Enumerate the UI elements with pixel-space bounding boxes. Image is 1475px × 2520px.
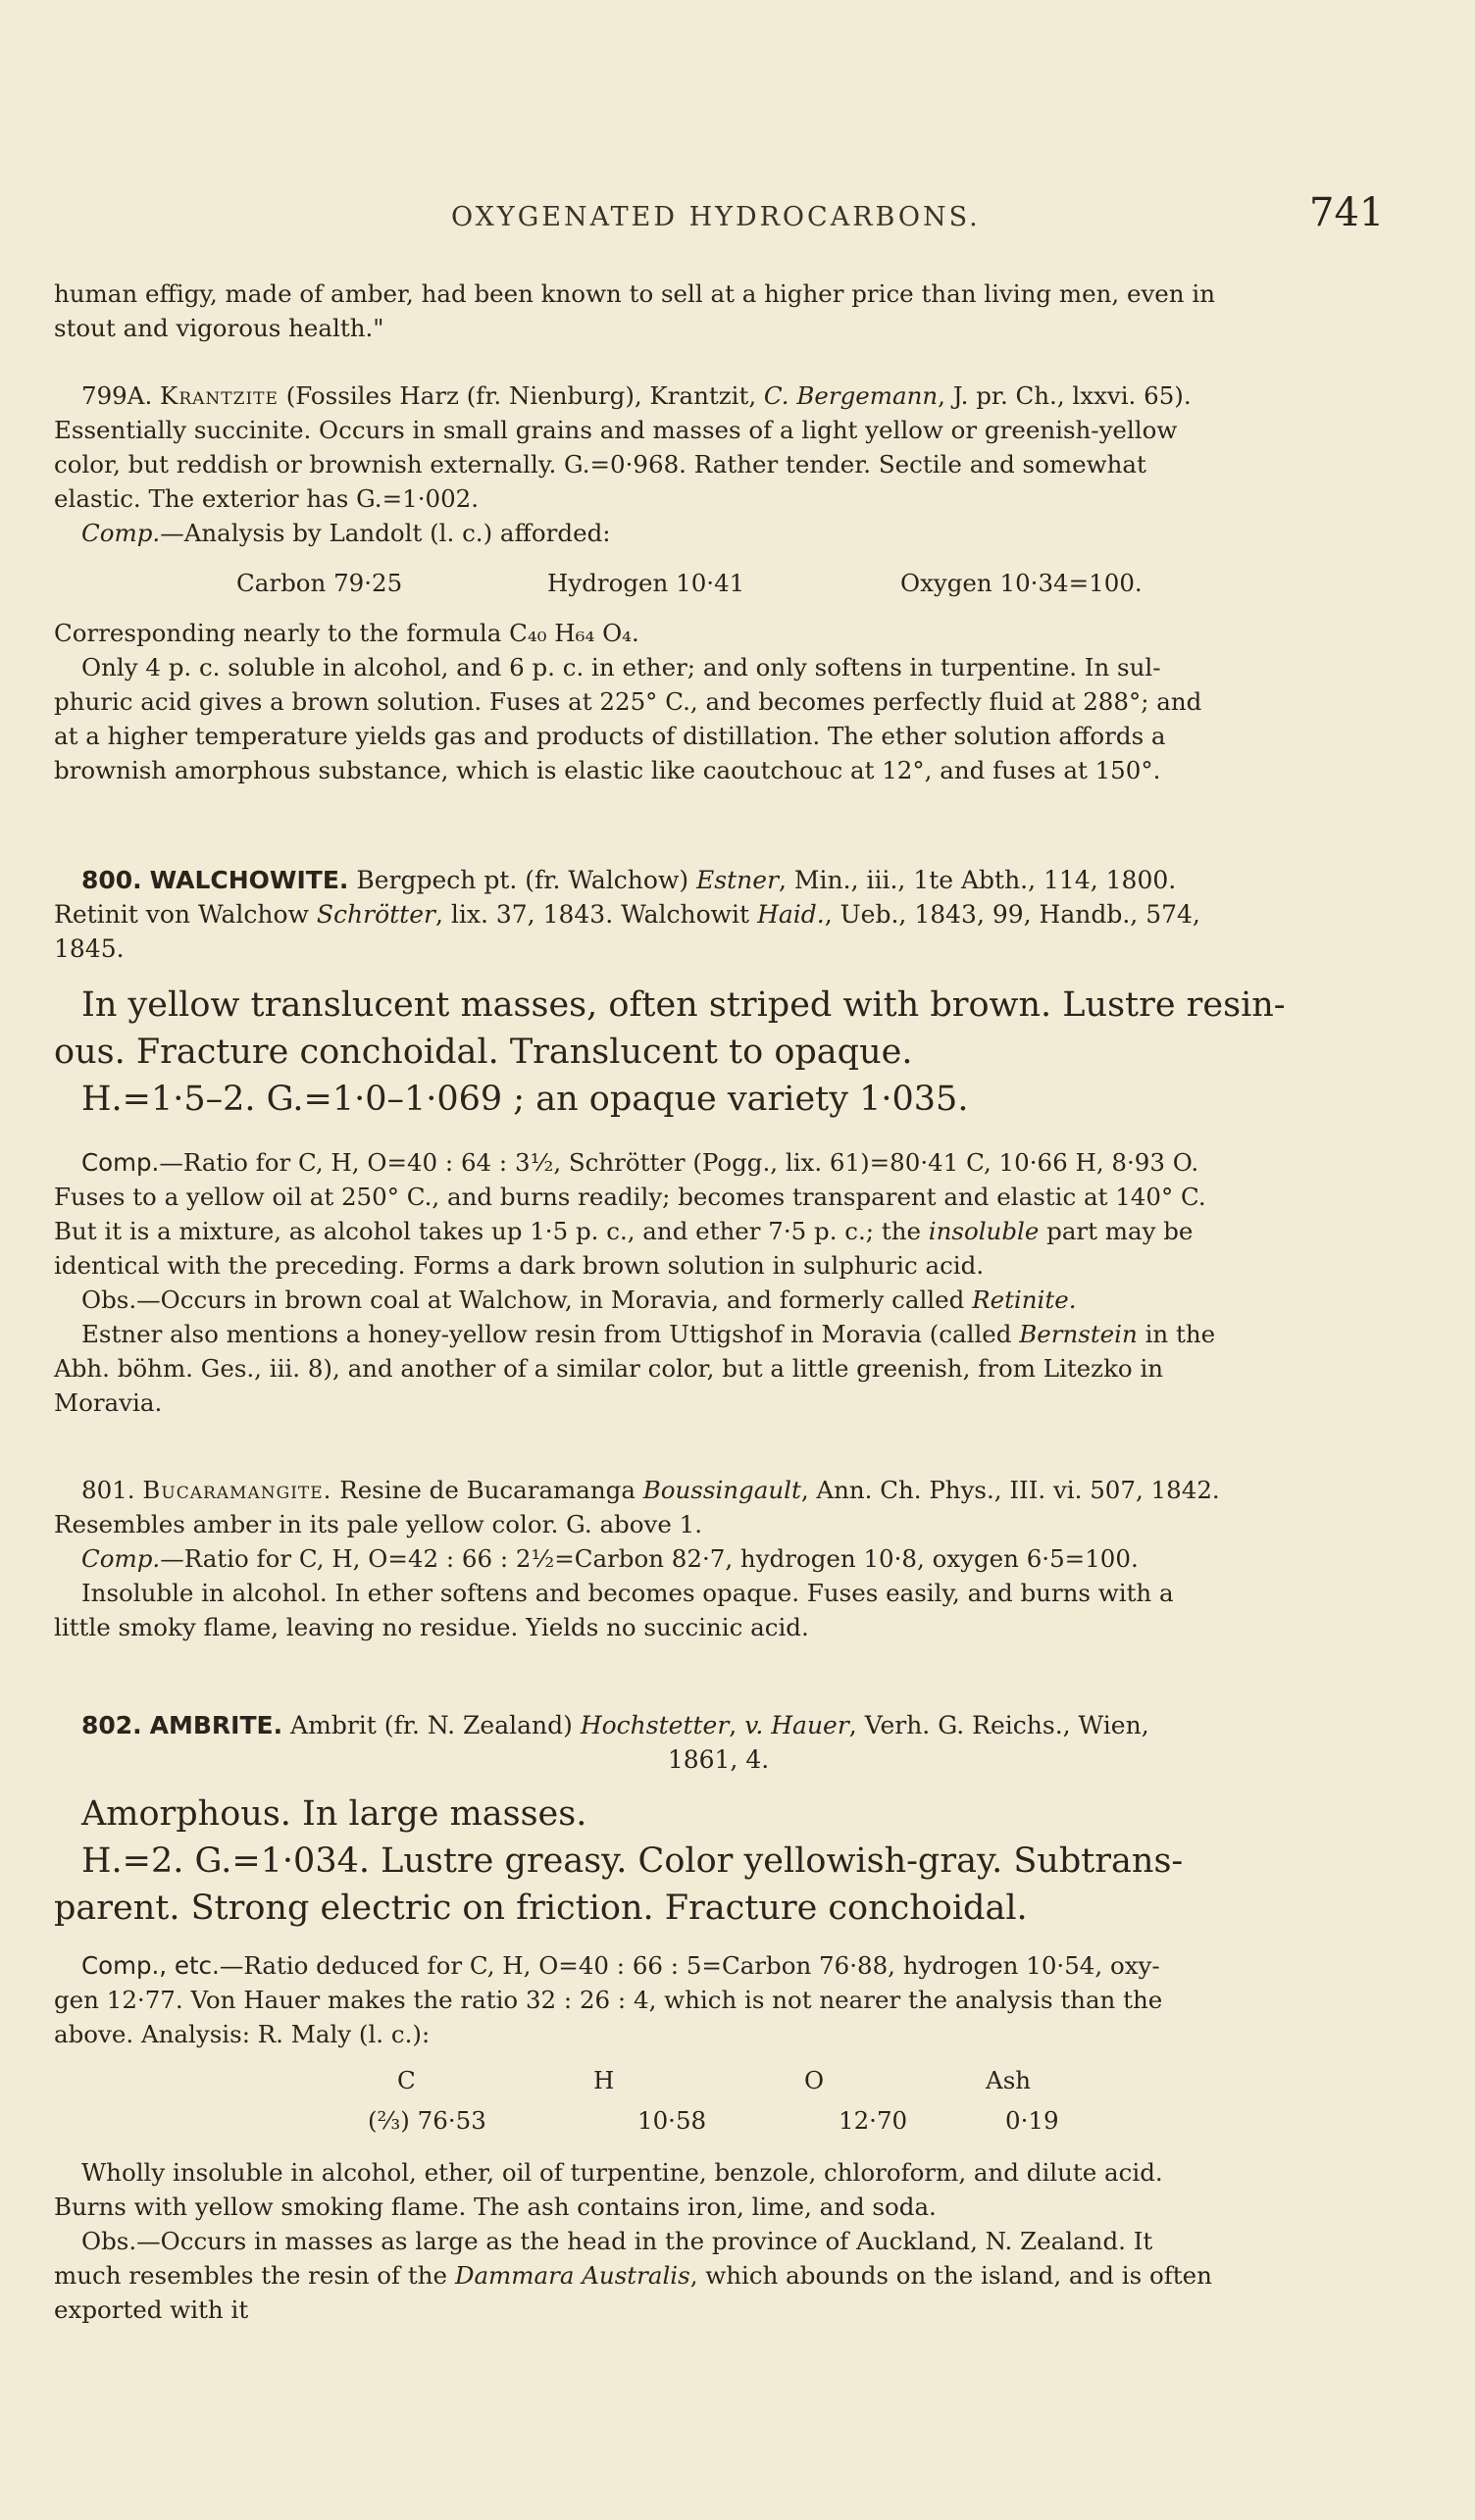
synonymy-text: (Fossiles Harz (fr. Nienburg), Krantzit, — [278, 381, 764, 410]
mineral-name: Bucaramangite. — [142, 1476, 332, 1504]
synonymy-text: , — [729, 1711, 745, 1739]
text-line: color, but reddish or brownish externally. G.=0·968. Rather tender. Sectile and somewhat — [54, 450, 1146, 479]
comp-label: Comp., etc. — [81, 1951, 220, 1980]
large-text-line: parent. Strong electric on friction. Fracture conchoidal. — [54, 1889, 1028, 1928]
table-cell: 10·58 — [637, 2106, 707, 2135]
entry-number: 801. — [81, 1476, 135, 1504]
entry-801 — [54, 1474, 1383, 1645]
synonymy-text: , Ann. Ch. Phys., III. vi. 507, 1842. — [800, 1476, 1220, 1504]
analysis-oxygen: Oxygen 10·34=100. — [900, 569, 1143, 597]
entry-heading — [54, 1474, 1383, 1506]
text-span: Estner also mentions a honey-yellow resin from Uttigshof in Moravia (called — [81, 1320, 1020, 1348]
table-cell: 12·70 — [839, 2106, 908, 2135]
intro-paragraph — [54, 277, 1383, 346]
text-span: —Occurs in masses as large as the head in the province of Auckland, N. Zealand. It — [136, 2227, 1153, 2255]
synonymy-text: , Verh. G. Reichs., Wien, — [848, 1711, 1149, 1739]
obs-line — [54, 2225, 1383, 2257]
synonymy-line: 1861, 4. — [667, 1745, 770, 1774]
obs-label: Obs. — [81, 1285, 137, 1314]
running-title: OXYGENATED HYDROCARBONS. — [451, 202, 981, 232]
large-text-line: H.=1·5–2. G.=1·0–1·069 ; an opaque variety 1·035. — [81, 1080, 969, 1119]
analysis-carbon: Carbon 79·25 — [236, 569, 403, 597]
entry-heading — [54, 863, 1383, 897]
text-span: —Ratio for C, H, O=42 : 66 : 2½=Carbon 82·7, hydrogen 10·8, oxygen 6·5=100. — [160, 1544, 1139, 1573]
text-line: Fuses to a yellow oil at 250° C., and burns readily; becomes transparent and elastic at 140° C. — [54, 1183, 1206, 1211]
text-line: Moravia. — [54, 1388, 163, 1417]
text-line: Resembles amber in its pale yellow color. G. above 1. — [54, 1510, 702, 1538]
entry-number: 802. — [81, 1711, 142, 1739]
author-name: Hochstetter — [580, 1711, 730, 1739]
large-text-line: H.=2. G.=1·034. Lustre greasy. Color yellowish-gray. Subtrans- — [81, 1841, 1184, 1881]
text-line — [54, 2259, 1383, 2292]
text-line: Wholly insoluble in alcohol, ether, oil of turpentine, benzole, chloroform, and dilute acid. — [81, 2158, 1163, 2187]
text-line: brownish amorphous substance, which is elastic like caoutchouc at 12°, and fuses at 150°. — [54, 756, 1161, 784]
table-header: C — [397, 2066, 416, 2094]
entry-802 — [54, 1708, 1383, 2328]
comp-label: Comp. — [81, 519, 161, 547]
analysis-table-row — [54, 2104, 1383, 2137]
text-span: part may be — [1039, 1217, 1194, 1245]
large-text-line: Amorphous. In large masses. — [81, 1794, 587, 1834]
text-line: human effigy, made of amber, had been known to sell at a higher price than living men, even in — [54, 279, 1215, 308]
synonymy-line — [54, 897, 1383, 932]
author-name: Haid. — [757, 900, 825, 929]
composition-block — [54, 1146, 1383, 1419]
text-line — [54, 1215, 1383, 1247]
text-span: , which abounds on the island, and is often — [689, 2261, 1212, 2290]
chemical-formula: C₄₀ H₆₄ O₄. — [509, 619, 639, 647]
entry-number: 800. — [81, 866, 142, 894]
text-line: at a higher temperature yields gas and products of distillation. The ether solution affords a — [54, 722, 1166, 750]
text-line: stout and vigorous health." — [54, 314, 384, 342]
author-name: Boussingault — [642, 1476, 801, 1504]
mineral-name: AMBRITE. — [149, 1711, 283, 1739]
obs-label: Obs. — [81, 2227, 137, 2255]
table-header: Ash — [986, 2066, 1032, 2094]
entry-799a — [54, 379, 1383, 788]
synonymy-text: , Ueb., 1843, 99, Handb., 574, — [824, 900, 1200, 929]
text-line — [54, 1318, 1383, 1350]
entry-heading — [54, 1708, 1383, 1742]
text-line: exported with it — [54, 2295, 249, 2324]
entry-800 — [54, 863, 1383, 1421]
mineral-name: WALCHOWITE. — [149, 866, 349, 894]
text-span: —Analysis by Landolt (l. c.) afforded: — [160, 519, 611, 547]
author-name: v. Hauer — [744, 1711, 849, 1739]
analysis-row — [54, 567, 1383, 599]
synonymy-text: , lix. 37, 1843. Walchowit — [434, 900, 758, 929]
text-line: Abh. böhm. Ges., iii. 8), and another of a similar color, but a little greenish, from Litezko in — [54, 1354, 1164, 1383]
page-number: 741 — [1309, 190, 1385, 235]
table-cell: 0·19 — [1005, 2106, 1059, 2135]
text-line: Essentially succinite. Occurs in small grains and masses of a light yellow or greenish-yellow — [54, 416, 1178, 444]
text-span: —Ratio deduced for C, H, O=40 : 66 : 5=Carbon 76·88, hydrogen 10·54, oxy- — [219, 1951, 1160, 1980]
comp-line — [54, 517, 1383, 549]
synonymy-text: , J. pr. Ch., lxxvi. 65). — [938, 381, 1192, 410]
text-span: in the — [1137, 1320, 1216, 1348]
text-line: above. Analysis: R. Maly (l. c.): — [54, 2020, 431, 2048]
table-cell: (⅔) 76·53 — [368, 2106, 486, 2135]
synonymy-line: 1845. — [54, 934, 125, 963]
entry-number: 799A. — [81, 381, 153, 410]
table-header: H — [593, 2066, 615, 2094]
synonymy-text: Bergpech pt. (fr. Walchow) — [348, 866, 697, 894]
text-span: —Occurs in brown coal at Walchow, in Moravia, and formerly called — [136, 1285, 973, 1314]
italic-term: Dammara Australis — [454, 2261, 690, 2290]
synonymy-text: , Min., iii., 1te Abth., 114, 1800. — [779, 866, 1177, 894]
italic-term: insoluble — [928, 1217, 1040, 1245]
large-description — [54, 1790, 1383, 1932]
comp-label: Comp. — [81, 1148, 160, 1177]
text-line: elastic. The exterior has G.=1·002. — [54, 484, 480, 513]
text-line: gen 12·77. Von Hauer makes the ratio 32 : 26 : 4, which is not nearer the analysis than the — [54, 1986, 1163, 2014]
comp-label: Comp. — [81, 1544, 161, 1573]
analysis-hydrogen: Hydrogen 10·41 — [547, 569, 745, 597]
mineral-name: Krantzite — [160, 381, 279, 410]
text-line: Only 4 p. c. soluble in alcohol, and 6 p. c. in ether; and only softens in turpentine. In sul- — [81, 653, 1161, 681]
synonymy-text: Retinit von Walchow — [54, 900, 317, 929]
table-header: O — [804, 2066, 825, 2094]
text-line: phuric acid gives a brown solution. Fuses at 225° C., and becomes perfectly fluid at 288°; and — [54, 687, 1202, 716]
comp-line — [54, 1949, 1383, 1982]
large-description — [54, 982, 1383, 1123]
italic-term: Retinite. — [972, 1285, 1077, 1314]
large-text-line: In yellow translucent masses, often striped with brown. Lustre resin- — [81, 985, 1286, 1025]
text-line: Insoluble in alcohol. In ether softens and becomes opaque. Fuses easily, and burns with a — [81, 1579, 1174, 1607]
text-span: Corresponding nearly to the formula — [54, 619, 510, 647]
entry-heading — [54, 379, 1383, 412]
text-line: identical with the preceding. Forms a dark brown solution in sulphuric acid. — [54, 1251, 985, 1280]
analysis-table-header — [54, 2064, 1383, 2096]
comp-line — [54, 1542, 1383, 1575]
composition-block — [54, 1949, 1383, 2326]
author-name: Schrötter — [316, 900, 435, 929]
synonymy-text: Resine de Bucaramanga — [331, 1476, 643, 1504]
author-name: Estner — [696, 866, 780, 894]
author-name: C. Bergemann — [763, 381, 939, 410]
large-text-line: ous. Fracture conchoidal. Translucent to opaque. — [54, 1033, 913, 1072]
text-span: But it is a mixture, as alcohol takes up 1·5 p. c., and ether 7·5 p. c.; the — [54, 1217, 929, 1245]
text-line: Burns with yellow smoking flame. The ash contains iron, lime, and soda. — [54, 2192, 937, 2221]
text-line: little smoky flame, leaving no residue. Yields no succinic acid. — [54, 1613, 809, 1641]
text-span: —Ratio for C, H, O=40 : 64 : 3½, Schrötter (Pogg., lix. 61)=80·41 C, 10·66 H, 8·93 O. — [159, 1148, 1199, 1177]
synonymy-text: Ambrit (fr. N. Zealand) — [282, 1711, 581, 1739]
formula-line — [54, 617, 1383, 649]
italic-term: Bernstein — [1019, 1320, 1138, 1348]
obs-line — [54, 1284, 1383, 1316]
text-span: much resembles the resin of the — [54, 2261, 455, 2290]
comp-line — [54, 1146, 1383, 1179]
